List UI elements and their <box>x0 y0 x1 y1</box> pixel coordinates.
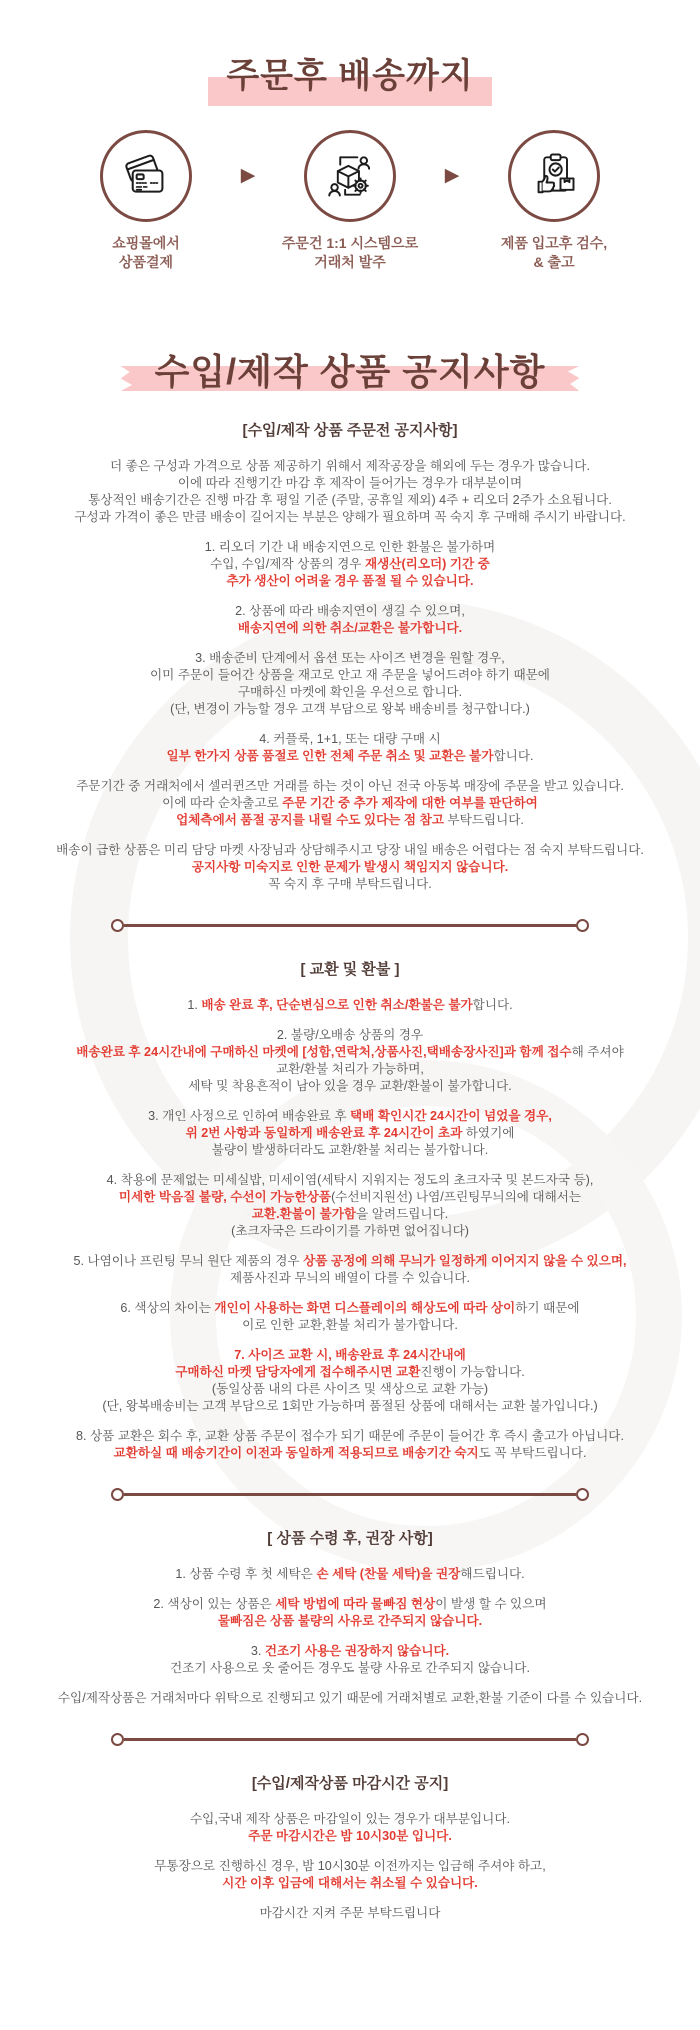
warning-text: 손 세탁 (찬물 세탁)을 권장 <box>316 1567 461 1581</box>
warning-text: 건조기 사용은 권장하지 않습니다. <box>264 1644 450 1658</box>
body-text: 도 꼭 부탁드립니다. <box>478 1446 587 1460</box>
notice-paragraph <box>28 1428 672 1462</box>
body-text: (동일상품 내의 다른 사이즈 및 색상으로 교환 가능) <box>211 1382 489 1396</box>
body-text: 이로 인한 교환,환불 처리가 불가합니다. <box>242 1318 458 1332</box>
notice-paragraph <box>28 1858 672 1892</box>
body-text: 마감시간 지켜 주문 부탁드립니다 <box>259 1906 441 1920</box>
divider-line <box>124 1493 576 1496</box>
notice-section <box>0 958 700 1462</box>
order-process-steps <box>0 130 700 272</box>
section-header-label: [수입/제작 상품 주문전 공지사항] <box>242 422 458 439</box>
notice-paragraph <box>28 1253 672 1287</box>
body-text: 1. 상품 수령 후 첫 세탁은 <box>175 1567 317 1581</box>
notice-title <box>0 344 700 395</box>
page-title-text: 주문후 배송까지 <box>208 46 491 106</box>
warning-text: 주문 마감시간은 밤 10시30분 입니다. <box>248 1829 452 1843</box>
notice-paragraph <box>28 842 672 893</box>
body-text: 2. 불량/오배송 상품의 경우 <box>276 1028 424 1042</box>
warning-text: 세탁 방법에 따라 물빠짐 현상 <box>275 1597 436 1611</box>
notice-section <box>0 1527 700 1707</box>
notice-paragraph <box>28 731 672 765</box>
warning-text: 일부 한가지 상품 품절로 인한 전체 주문 취소 및 교환은 불가 <box>166 749 494 763</box>
body-text: 1. 리오더 기간 내 배송지연으로 인한 환불은 불가하며 <box>204 540 496 554</box>
body-text: 부탁드립니다. <box>443 813 524 827</box>
page-title <box>0 0 700 106</box>
body-text: 4. 착용에 문제없는 미세실밥, 미세이염(세탁시 지워지는 정도의 초크자국 및 본드자국 등), <box>106 1173 594 1187</box>
warning-text: 미세한 박음질 불량, 수선이 가능한상품 <box>118 1190 332 1204</box>
body-text: 3. 배송준비 단계에서 옵션 또는 사이즈 변경을 원할 경우, <box>195 651 505 665</box>
warning-text: 구매하신 마켓 담당자에게 접수해주시면 교환 <box>175 1365 421 1379</box>
body-text: 건조기 사용으로 옷 줄어든 경우도 불량 사유로 간주되지 않습니다. <box>170 1661 530 1675</box>
body-text: 4. 커플룩, 1+1, 또는 대량 구매 시 <box>259 732 441 746</box>
notice-paragraph <box>28 603 672 637</box>
credit-cards-icon <box>100 130 192 222</box>
body-text: 해 주셔야 <box>571 1045 624 1059</box>
notice-paragraph <box>28 1596 672 1630</box>
section-header-label: [수입/제작상품 마감시간 공지] <box>251 1775 449 1792</box>
warning-text: 교환하실 때 배송기간이 이전과 동일하게 적용되므로 배송기간 숙지 <box>113 1446 479 1460</box>
section-divider <box>111 1488 589 1501</box>
body-text: (단, 왕복배송비는 고객 부담으로 1회만 가능하며 품절된 상품에 대해서는 교환 불가입니다.) <box>102 1399 598 1413</box>
body-text: 구매하신 마켓에 확인을 우선으로 합니다. <box>237 685 463 699</box>
body-text: 꼭 숙지 후 구매 부탁드립니다. <box>268 877 432 891</box>
warning-text: 물빠짐은 상품 불량의 사유로 간주되지 않습니다. <box>217 1614 483 1628</box>
warning-text: 개인이 사용하는 화면 디스플레이의 해상도에 따라 상이 <box>214 1301 516 1315</box>
body-text: 더 좋은 구성과 가격으로 상품 제공하기 위해서 제작공장을 해외에 두는 경우가 많습니다. <box>110 459 590 473</box>
divider-endpoint-left <box>111 919 124 932</box>
warning-text: 재생산(리오더) 기간 중 <box>364 557 490 571</box>
body-text: 주문기간 중 거래처에서 셀러퀸즈만 거래를 하는 것이 아닌 전국 아동복 매장에 주문을 받고 있습니다. <box>76 779 624 793</box>
notice-sections <box>0 419 700 1922</box>
divider-endpoint-right <box>576 1488 589 1501</box>
step-label-line: 주문건 1:1 시스템으로 <box>281 235 419 251</box>
notice-paragraph <box>28 1027 672 1095</box>
body-text: 합니다. <box>472 998 513 1012</box>
process-step-label <box>112 234 180 272</box>
notice-paragraph <box>28 539 672 590</box>
arrow-right-icon: ▶ <box>444 165 460 186</box>
body-text: 진행이 가능합니다. <box>420 1365 525 1379</box>
process-step-label <box>501 234 607 272</box>
order-system-icon <box>304 130 396 222</box>
warning-text: 업체측에서 품절 공지를 내릴 수도 있다는 점 참고 <box>176 813 444 827</box>
warning-text: 택배 확인시간 24시간이 넘었을 경우, <box>350 1109 552 1123</box>
divider-endpoint-right <box>576 919 589 932</box>
body-text: 3. <box>250 1644 265 1658</box>
body-text: 8. 상품 교환은 회수 후, 교환 상품 주문이 접수가 되기 때문에 주문이 들어간 후 즉시 출고가 아닙니다. <box>76 1429 624 1443</box>
body-text: 이에 따라 순차출고로 <box>162 796 283 810</box>
body-text: 세탁 및 착용흔적이 남아 있을 경우 교환/환불이 불가합니다. <box>188 1079 512 1093</box>
body-text: 2. 상품에 따라 배송지연이 생길 수 있으며, <box>235 604 465 618</box>
notice-paragraph <box>28 1347 672 1415</box>
body-text: 제품사진과 무늬의 배열이 다를 수 있습니다. <box>230 1271 470 1285</box>
body-text: 2. 색상이 있는 상품은 <box>153 1597 276 1611</box>
divider-line <box>124 924 576 927</box>
notice-paragraph <box>28 1643 672 1677</box>
notice-section <box>0 419 700 893</box>
step-label-line: 상품결제 <box>118 254 174 270</box>
warning-text: 상품 공정에 의해 무늬가 일정하게 이어지지 않을 수 있으며, <box>303 1254 627 1268</box>
body-text: 이에 따라 진행기간 마감 후 제작이 들어가는 경우가 대부분이며 <box>177 476 523 490</box>
divider-endpoint-right <box>576 1733 589 1746</box>
notice-section <box>0 1772 700 1922</box>
notice-paragraph <box>28 997 672 1014</box>
divider-endpoint-left <box>111 1733 124 1746</box>
section-header-label: [ 교환 및 환불 ] <box>300 961 400 978</box>
warning-text: 배송완료 후 24시간내에 구매하신 마켓에 [성함,연락처,상품사진,택배송장사진]과 함께 접수 <box>76 1045 572 1059</box>
section-header-label: [ 상품 수령 후, 권장 사항] <box>267 1530 433 1547</box>
body-text: 교환/환불 처리가 가능하며, <box>276 1062 424 1076</box>
body-text: 이미 주문이 들어간 상품을 재고로 안고 재 주문을 넣어드려야 하기 때문에 <box>150 668 550 682</box>
warning-text: 추가 생산이 어려울 경우 품절 될 수 있습니다. <box>226 574 474 588</box>
warning-text: 공지사항 미숙지로 인한 문제가 발생시 책임지지 않습니다. <box>191 860 509 874</box>
body-text: 하였기에 <box>462 1126 515 1140</box>
warning-text: 위 2번 사항과 동일하게 배송완료 후 24시간이 초과 <box>185 1126 463 1140</box>
body-text: 이 발생 할 수 있으며 <box>435 1597 547 1611</box>
body-text: 하기 때문에 <box>515 1301 580 1315</box>
notice-title-text: 수입/제작 상품 공지사항 <box>154 351 546 392</box>
warning-text: 배송 완료 후, 단순변심으로 인한 취소/환불은 불가 <box>201 998 473 1012</box>
body-text: 수입,국내 제작 상품은 마감일이 있는 경우가 대부분입니다. <box>190 1812 510 1826</box>
divider-endpoint-left <box>111 1488 124 1501</box>
notice-paragraph <box>28 458 672 526</box>
body-text: (단, 변경이 가능할 경우 고객 부담으로 왕복 배송비를 청구합니다.) <box>170 702 530 716</box>
notice-paragraph <box>28 1108 672 1159</box>
step-label-line: 쇼핑몰에서 <box>112 235 180 251</box>
divider-line <box>124 1738 576 1741</box>
body-text: 무통장으로 진행하신 경우, 밤 10시30분 이전까지는 입금해 주셔야 하고, <box>154 1859 546 1873</box>
notice-paragraph <box>28 1300 672 1334</box>
step-label-line: 제품 입고후 검수, <box>500 235 608 251</box>
process-step-order-system <box>265 130 435 272</box>
notice-paragraph <box>28 1690 672 1707</box>
body-text: 합니다. <box>493 749 534 763</box>
body-text: 3. 개인 사정으로 인하여 배송완료 후 <box>148 1109 350 1123</box>
notice-paragraph <box>28 778 672 829</box>
warning-text: 시간 이후 입금에 대해서는 취소될 수 있습니다. <box>222 1876 478 1890</box>
inspection-shipping-icon <box>508 130 600 222</box>
body-text: 5. 나염이나 프린팅 무늬 원단 제품의 경우 <box>73 1254 304 1268</box>
body-text: 구성과 가격이 좋은 만큼 배송이 길어지는 부분은 양해가 필요하며 꼭 숙지 후 구매해 주시기 바랍니다. <box>74 510 626 524</box>
body-text: 수입/제작상품은 거래처마다 위탁으로 진행되고 있기 때문에 거래처별로 교환,환불 기준이 다를 수 있습니다. <box>57 1691 643 1705</box>
arrow-right-icon: ▶ <box>240 165 256 186</box>
body-text: 배송이 급한 상품은 미리 담당 마켓 사장님과 상담해주시고 당장 내일 배송은 어렵다는 점 숙지 부탁드립니다. <box>56 843 644 857</box>
warning-text: 배송지연에 의한 취소/교환은 불가합니다. <box>237 621 463 635</box>
section-divider <box>111 1733 589 1746</box>
notice-paragraph <box>28 1811 672 1845</box>
notice-paragraph <box>28 1905 672 1922</box>
process-step-payment <box>61 130 231 272</box>
body-text: 1. <box>187 998 202 1012</box>
body-text: (수선비지원선) 나염/프린팅무늬의에 대해서는 <box>331 1190 582 1204</box>
body-text: (초크자국은 드라이기를 가하면 없어집니다) <box>231 1224 469 1238</box>
notice-paragraph <box>28 1172 672 1240</box>
process-step-inspection <box>469 130 639 272</box>
notice-paragraph <box>28 1566 672 1583</box>
step-label-line: 거래처 발주 <box>314 254 386 270</box>
body-text: 통상적인 배송기간은 진행 마감 후 평일 기준 (주말, 공휴일 제외) 4주 + 리오더 2주가 소요됩니다. <box>88 493 612 507</box>
body-text: 해드립니다. <box>460 1567 525 1581</box>
section-divider <box>111 919 589 932</box>
warning-text: 교환.환불이 불가함 <box>251 1207 357 1221</box>
warning-text: 주문 기간 중 추가 제작에 대한 여부를 판단하여 <box>282 796 538 810</box>
warning-text: 7. 사이즈 교환 시, 배송완료 후 24시간내에 <box>234 1348 466 1362</box>
notice-paragraph <box>28 650 672 718</box>
step-label-line: & 출고 <box>533 254 575 270</box>
process-step-label <box>282 234 418 272</box>
body-text: 불량이 발생하더라도 교환/환불 처리는 불가합니다. <box>211 1143 489 1157</box>
body-text: 6. 색상의 차이는 <box>120 1301 215 1315</box>
body-text: 을 알려드립니다. <box>356 1207 449 1221</box>
body-text: 수입, 수입/제작 상품의 경우 <box>210 557 365 571</box>
